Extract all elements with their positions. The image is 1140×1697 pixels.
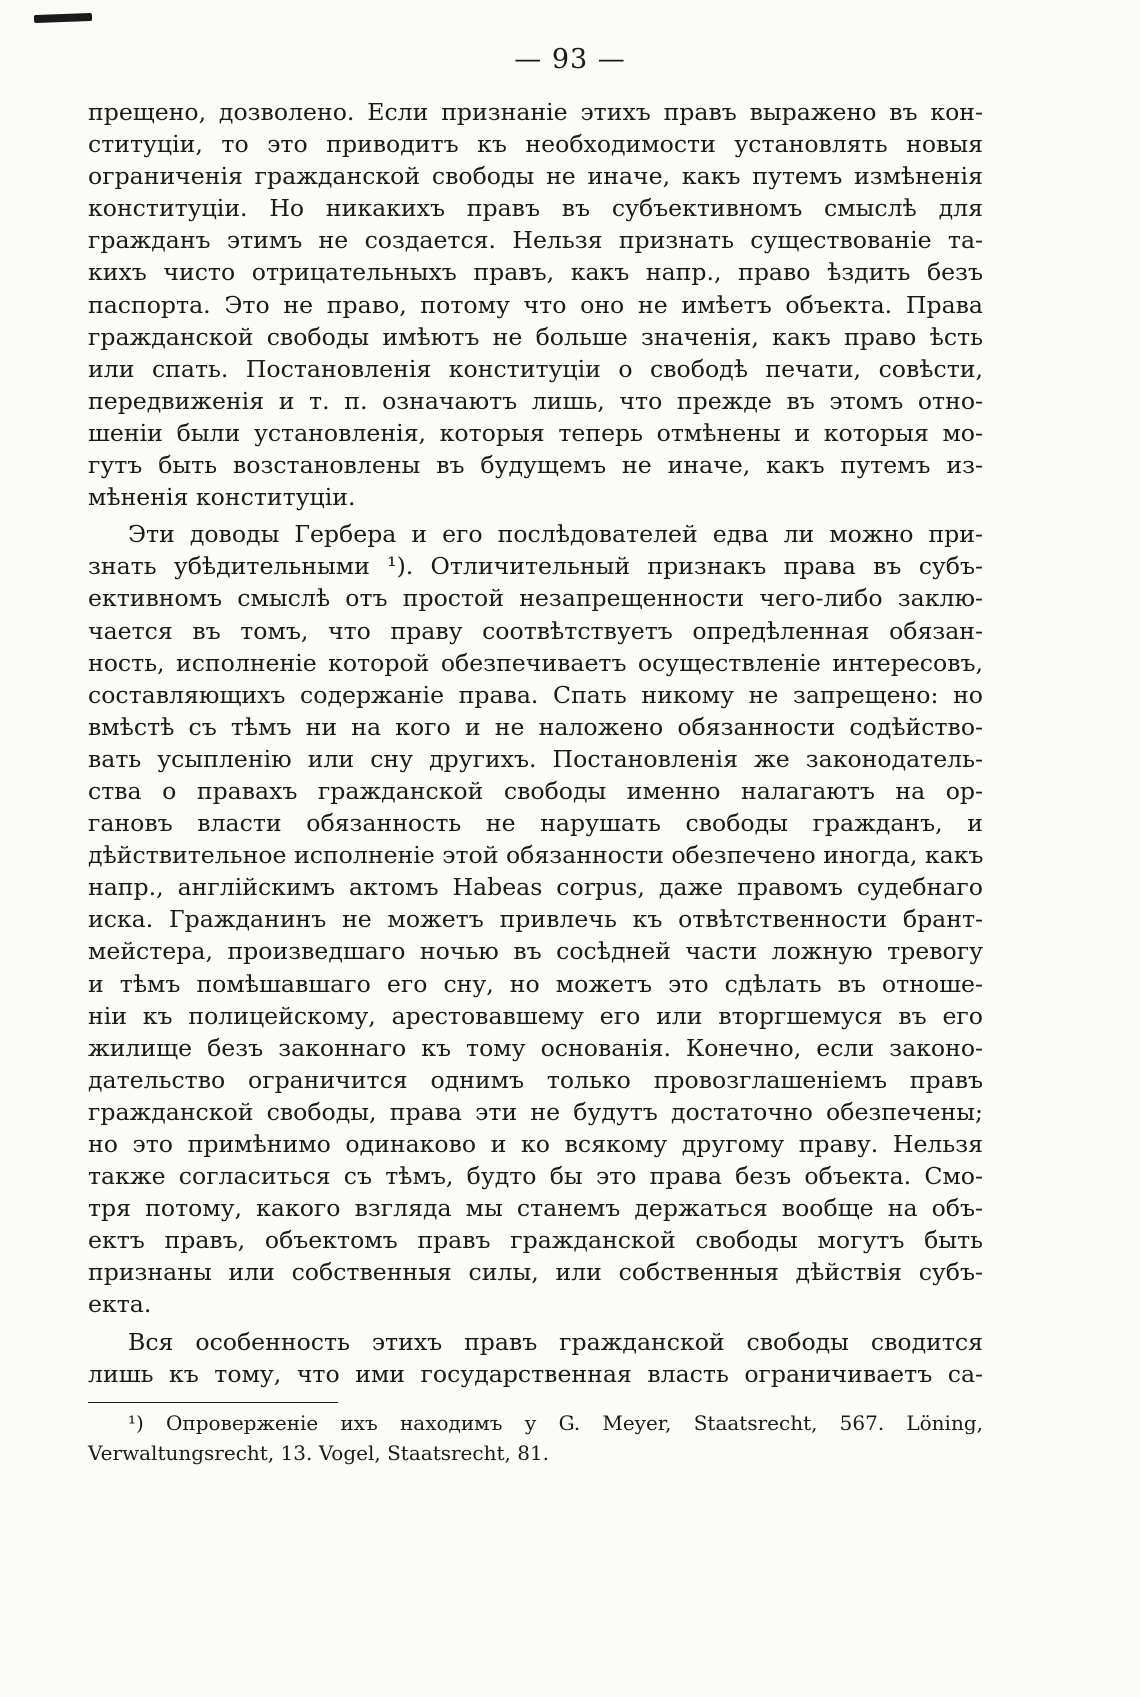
text-line: ства о правахъ гражданской свободы именно налагаютъ на ор- [88, 776, 983, 805]
text-line: ограниченія гражданской свободы не иначе, какъ путемъ измѣненія [88, 162, 983, 191]
text-line: мѣненія конституціи. [88, 483, 356, 512]
text-line: екта. [88, 1290, 152, 1319]
text-line: гутъ быть возстановлены въ будущемъ не иначе, какъ путемъ из- [88, 451, 983, 480]
text-line: паспорта. Это не право, потому что оно не имѣетъ объекта. Права [88, 290, 983, 319]
body-text [88, 96, 983, 1390]
paragraph-2 [88, 518, 983, 1320]
text-line: передвиженія и т. п. означаютъ лишь, что прежде въ этомъ отно- [88, 386, 983, 415]
text-line: составляющихъ содержаніе права. Спать никому не запрещено: но [88, 680, 983, 709]
text-line: конституціи. Но никакихъ правъ въ субъективномъ смыслѣ для [88, 194, 983, 223]
footnote [88, 1408, 983, 1468]
text-line: жилище безъ законнаго къ тому основанія. Конечно, если законо- [88, 1033, 983, 1062]
text-line: и тѣмъ помѣшавшаго его сну, но можетъ это сдѣлать въ отноше- [88, 969, 983, 998]
text-line: знать убѣдительными ¹). Отличительный признакъ права въ субъ- [88, 552, 983, 581]
ink-mark [34, 13, 92, 23]
text-line: ституціи, то это приводитъ къ необходимости установлять новыя [88, 130, 983, 159]
paragraph-1 [88, 96, 983, 513]
text-line: или спать. Постановленія конституціи о свободѣ печати, совѣсти, [88, 354, 983, 383]
text-line: признаны или собственныя силы, или собственныя дѣйствія субъ- [88, 1258, 983, 1287]
text-line: гановъ власти обязанность не нарушать свободы гражданъ, и [88, 809, 983, 838]
text-line: дательство ограничится однимъ только провозглашеніемъ правъ [88, 1065, 983, 1094]
text-line: ніи къ полицейскому, арестовавшему его или вторгшемуся въ его [88, 1001, 983, 1030]
text-line: также согласиться съ тѣмъ, будто бы это права безъ объекта. Смо- [88, 1162, 983, 1191]
text-line: лишь къ тому, что ими государственная власть ограничиваетъ са- [88, 1359, 983, 1388]
text-line: чается въ томъ, что праву соотвѣтствуетъ опредѣленная обязан- [88, 616, 983, 645]
text-line: ектъ правъ, объектомъ правъ гражданской свободы могутъ быть [88, 1226, 983, 1255]
text-line: вать усыпленію или сну другихъ. Постановленія же законодатель- [88, 744, 983, 773]
footnote-line: ¹) Опроверженіе ихъ находимъ у G. Meyer, Staatsrecht, 567. Löning, [128, 1411, 983, 1435]
text-line: гражданской свободы, права эти не будутъ достаточно обезпечены; [88, 1097, 983, 1126]
text-line: ективномъ смыслѣ отъ простой незапрещенности чего-либо заклю- [88, 584, 983, 613]
footnote-rule [88, 1402, 338, 1403]
text-line: дѣйствительное исполненіе этой обязанности обезпечено иногда, какъ [88, 841, 984, 870]
text-line: Вся особенность этихъ правъ гражданской свободы сводится [128, 1327, 983, 1356]
footnote-line: Verwaltungsrecht, 13. Vogel, Staatsrecht, 81. [88, 1441, 550, 1465]
text-line: гражданъ этимъ не создается. Нельзя признать существованіе та- [88, 226, 983, 255]
text-line: ность, исполненіе которой обезпечиваетъ осуществленіе интересовъ, [88, 648, 983, 677]
text-line: кихъ чисто отрицательныхъ правъ, какъ напр., право ѣздить безъ [88, 258, 983, 287]
text-line: прещено, дозволено. Если признаніе этихъ правъ выражено въ кон- [88, 98, 983, 126]
paragraph-3 [88, 1326, 983, 1390]
text-line: тря потому, какого взгляда мы станемъ держаться вообще на объ- [88, 1194, 983, 1223]
page-number: — 93 — [514, 44, 626, 75]
text-line: вмѣстѣ съ тѣмъ ни на кого и не наложено обязанности содѣйство- [88, 712, 983, 741]
text-line: но это примѣнимо одинаково и ко всякому другому праву. Нельзя [88, 1130, 983, 1158]
text-line: гражданской свободы имѣютъ не больше значенія, какъ право ѣсть [88, 322, 983, 351]
text-line: Эти доводы Гербера и его послѣдователей едва ли можно при- [128, 520, 983, 549]
text-line: напр., англійскимъ актомъ Habeas corpus, даже правомъ судебнаго [88, 873, 983, 902]
text-line: мейстера, произведшаго ночью въ сосѣдней части ложную тревогу [88, 937, 983, 966]
text-line: шеніи были установленія, которыя теперь отмѣнены и которыя мо- [88, 418, 983, 447]
text-line: иска. Гражданинъ не можетъ привлечь къ отвѣтственности брант- [88, 905, 983, 934]
